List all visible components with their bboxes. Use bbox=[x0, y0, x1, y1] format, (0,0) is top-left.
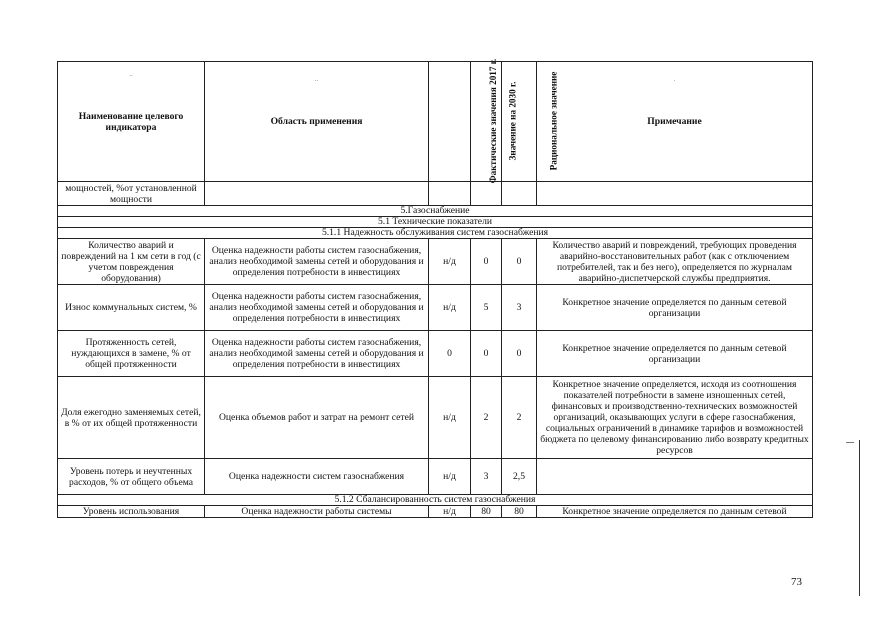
cell-rational: 2,5 bbox=[502, 459, 537, 495]
cell-indicator: Доля ежегодно заменяемых сетей, в % от их общей протяженности bbox=[58, 377, 205, 459]
cell-rational: 80 bbox=[502, 506, 537, 518]
section-heading: 5.1.2 Сбалансированность систем газоснабжения bbox=[58, 495, 813, 506]
header-rational-label: Рациональное значение bbox=[548, 71, 559, 171]
cell-value-2030: 3 bbox=[471, 459, 502, 495]
cell-value-2030: 5 bbox=[471, 285, 502, 331]
cell-actual: н/д bbox=[429, 506, 471, 518]
section-row bbox=[58, 228, 813, 239]
section-row bbox=[58, 495, 813, 506]
cell-actual: 0 bbox=[429, 331, 471, 377]
cell-scope: Оценка надежности работы систем газоснабжения, анализ необходимой замены сетей и оборудования и определения потребности в инвестициях bbox=[205, 285, 429, 331]
header-scope bbox=[205, 62, 429, 182]
scan-mark bbox=[846, 442, 854, 443]
cell-indicator: Количество аварий и повреждений на 1 км сети в год (с учетом повреждения оборудования) bbox=[58, 239, 205, 285]
cell-note: Конкретное значение определяется по данным сетевой организации bbox=[537, 285, 813, 331]
table-row bbox=[58, 377, 813, 459]
section-heading: 5.1 Технические показатели bbox=[58, 217, 813, 228]
cell-actual: н/д bbox=[429, 459, 471, 495]
target-indicators-table bbox=[57, 58, 813, 518]
cell-rational: 3 bbox=[502, 285, 537, 331]
section-row bbox=[58, 217, 813, 228]
cell-indicator: Протяженность сетей, нуждающихся в замене, % от общей протяженности bbox=[58, 331, 205, 377]
table-row bbox=[58, 506, 813, 518]
header-mark: . bbox=[673, 75, 676, 83]
table-row bbox=[58, 285, 813, 331]
cell-rational: 2 bbox=[502, 377, 537, 459]
header-indicator-label: Наименование целевого индикатора bbox=[78, 110, 184, 133]
cell-note: Конкретное значение определяется по данным сетевой bbox=[537, 506, 813, 518]
cell-actual: н/д bbox=[429, 285, 471, 331]
header-mark: .. bbox=[314, 75, 319, 83]
cell-note: Количество аварий и повреждений, требующих проведения аварийно-восстановительных работ (как с отключением потребителей, так и без него), определяется по журналам аварийно-диспетчерской службы предприятия. bbox=[537, 239, 813, 285]
cell-note bbox=[537, 182, 813, 206]
cell-indicator: Уровень потерь и неучтенных расходов, % от общего объема bbox=[58, 459, 205, 495]
cell-note: Конкретное значение определяется по данным сетевой организации bbox=[537, 331, 813, 377]
header-indicator bbox=[58, 62, 205, 182]
page-number: 73 bbox=[791, 576, 802, 588]
table-row bbox=[58, 459, 813, 495]
cell-value-2030: 80 bbox=[471, 506, 502, 518]
cell-actual: н/д bbox=[429, 377, 471, 459]
header-scope-label: Область применения bbox=[270, 116, 363, 127]
scan-edge-line bbox=[859, 440, 860, 596]
cell-rational: 0 bbox=[502, 331, 537, 377]
cell-value-2030: 0 bbox=[471, 331, 502, 377]
header-note bbox=[537, 62, 813, 182]
cell-scope: Оценка надежности систем газоснабжения bbox=[205, 459, 429, 495]
cell-indicator: мощностей, %от установленной мощности bbox=[58, 182, 205, 206]
header-actual-label: Фактические значения 2017 г. bbox=[488, 58, 499, 184]
cell-actual bbox=[429, 182, 471, 206]
cell-scope: Оценка надежности работы системы bbox=[205, 506, 429, 518]
cell-value-2030 bbox=[471, 182, 502, 206]
cell-indicator: Износ коммунальных систем, % bbox=[58, 285, 205, 331]
cell-note: Конкретное значение определяется, исходя из соотношения показателей потребности в замене изношенных сетей, финансовых и производственно-технических возможностей организаций, оказывающих услуги в сфере газоснабжения, социальных ограничений в динамике тарифов и возможностей бюджета по целевому финансированию либо возврату кредитных ресурсов bbox=[537, 377, 813, 459]
cell-actual: н/д bbox=[429, 239, 471, 285]
cell-scope: Оценка надежности работы систем газоснабжения, анализ необходимой замены сетей и оборудования и определения потребности в инвестициях bbox=[205, 331, 429, 377]
cell-scope: Оценка надежности работы систем газоснабжения, анализ необходимой замены сетей и оборудования и определения потребности в инвестициях bbox=[205, 239, 429, 285]
header-actual bbox=[429, 58, 499, 184]
cell-value-2030: 2 bbox=[471, 377, 502, 459]
cell-rational bbox=[502, 182, 537, 206]
cell-rational: 0 bbox=[502, 239, 537, 285]
cell-note bbox=[537, 459, 813, 495]
cell-value-2030: 0 bbox=[471, 239, 502, 285]
section-heading: 5.1.1 Надежность обслуживания систем газоснабжения bbox=[58, 228, 813, 239]
header-note-label: Примечание bbox=[647, 116, 702, 127]
table-header-row bbox=[58, 62, 813, 182]
table-row bbox=[58, 239, 813, 285]
cell-scope bbox=[205, 182, 429, 206]
section-row bbox=[58, 206, 813, 217]
header-mark: .. bbox=[129, 69, 133, 78]
cell-indicator: Уровень использования bbox=[58, 506, 205, 518]
section-heading: 5.Газоснабжение bbox=[58, 206, 813, 217]
table-row bbox=[58, 182, 813, 206]
table-row bbox=[58, 331, 813, 377]
cell-scope: Оценка объемов работ и затрат на ремонт сетей bbox=[205, 377, 429, 459]
header-value-2030-label: Значение на 2030 г. bbox=[507, 81, 518, 161]
